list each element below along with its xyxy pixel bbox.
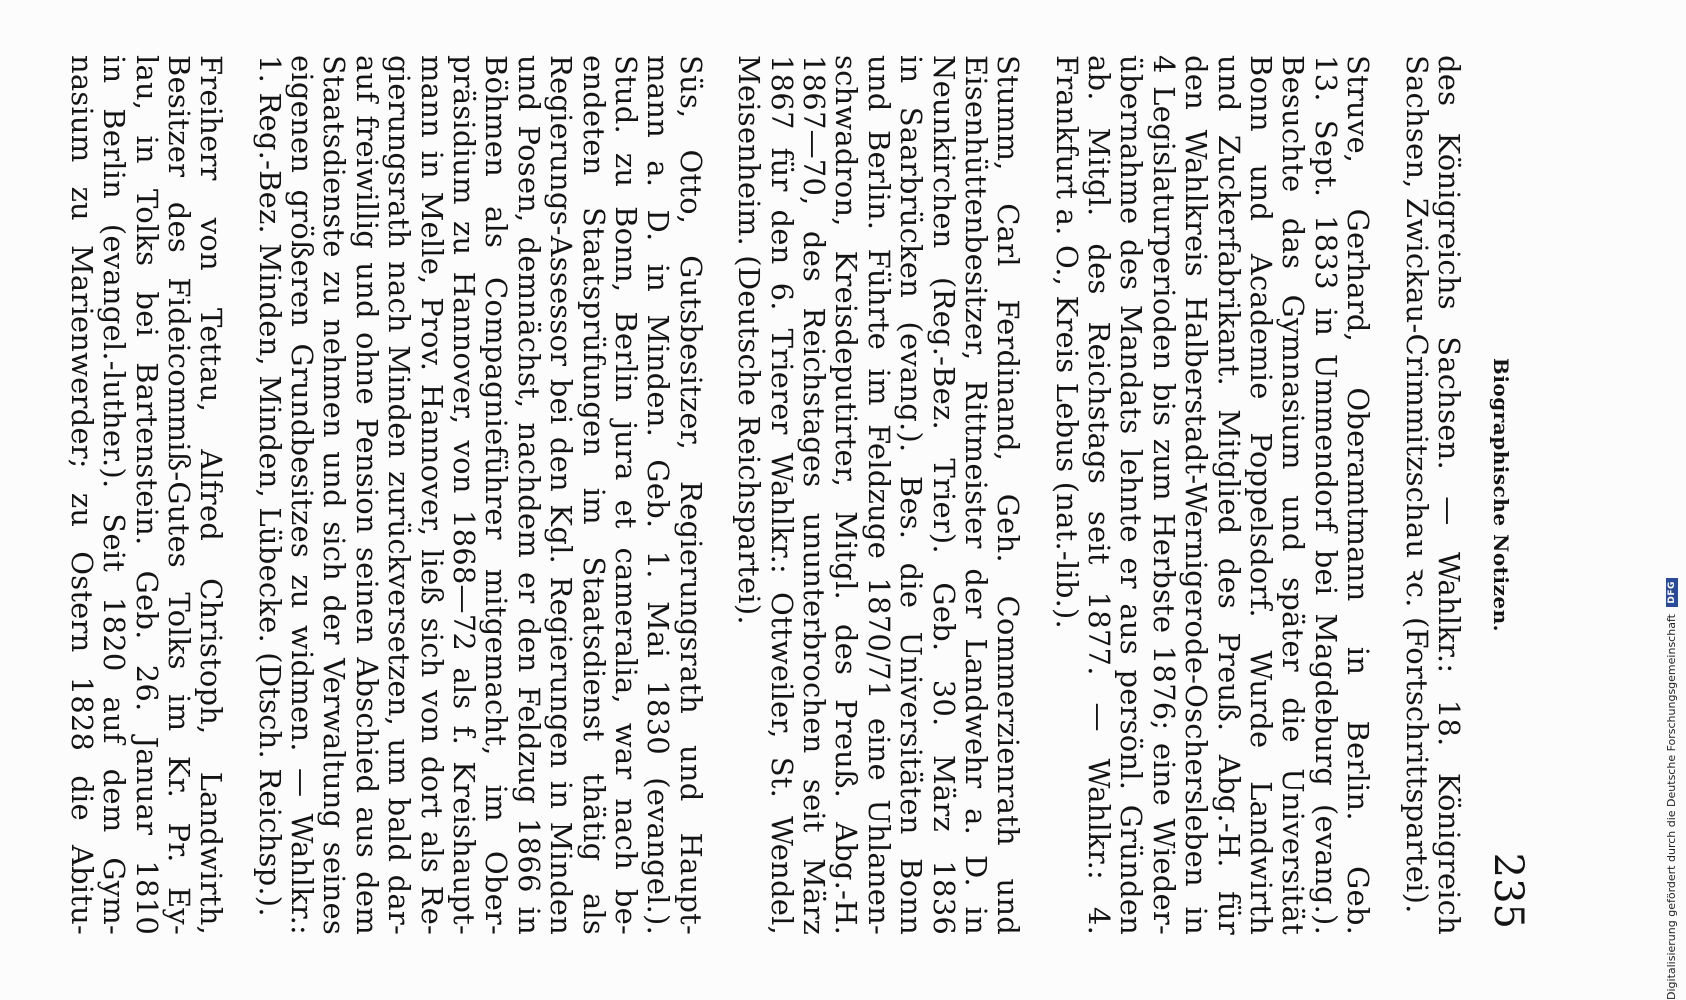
entry-sues — [253, 55, 706, 935]
text-line: Stumm, Carl Ferdinand, Geh. Commerzienrath und — [991, 55, 1026, 935]
text-line: Staatsdienste zu nehmen und sich der Verwaltung seines — [317, 55, 352, 935]
text-line: lau, in Tolks bei Bartenstein. Geb. 26. Januar 1810 — [129, 55, 164, 935]
text-line: Stud. zu Bonn, Berlin jura et cameralia, war nach be- — [609, 55, 644, 935]
text-line: auf freiwillig und ohne Pension seinen Abschied aus dem — [349, 55, 384, 935]
text-line: in Saarbrücken (evang.). Bes. die Universitäten Bonn — [894, 55, 929, 935]
text-line: Struve, Gerhard, Oberamtmann in Berlin. Geb. — [1341, 55, 1376, 935]
text-line: mann in Melle, Prov. Hannover, ließ sich von dort als Re- — [414, 55, 449, 935]
page-number: 235 — [1485, 852, 1531, 929]
running-title: Biographische Notizen. — [1489, 357, 1513, 633]
text-line: 1867 für den 6. Trierer Wahlkr.: Ottweiler, St. Wendel, — [764, 55, 799, 935]
entry-tettau — [65, 55, 227, 935]
entry-koenigreich-sachsen — [1400, 55, 1465, 935]
entry-stumm — [733, 55, 1025, 935]
text-line: 1867—70, des Reichstages ununterbrochen seit März — [796, 55, 831, 935]
text-line: 1. Reg.-Bez. Minden, Minden, Lübecke. (Dtsch. Reichsp.). — [252, 55, 287, 917]
dfg-logo: DFG — [1666, 578, 1678, 607]
text-line: Sachsen, Zwickau-Crimmitzschau ꝛc. (Fortschrittspartei). — [1399, 55, 1434, 914]
text-line: Meisenheim. (Deutsche Reichspartei). — [732, 55, 767, 625]
text-line: Böhmen als Compagnieführer mitgemacht, im Ober- — [479, 55, 514, 935]
text-line: und Berlin. Führte im Feldzuge 1870/71 eine Uhlanen- — [861, 55, 896, 935]
text-line: 4 Legislaturperioden bis zum Herbste 1876; eine Wieder- — [1146, 55, 1181, 935]
text-line: ab. Mitgl. des Reichstags seit 1877. — Wahlkr.: 4. — [1082, 55, 1117, 935]
text-line: des Königreichs Sachsen. — Wahlkr.: 18. Königreich — [1432, 55, 1466, 935]
text-line: Besuchte das Gymnasium und später die Universität — [1276, 55, 1311, 935]
text-line: Besitzer des Fideicommiß-Gutes Tolks im Kr. Pr. Ey- — [161, 55, 196, 935]
text-line: übernahme des Mandats lehnte er aus persönl. Gründen — [1114, 55, 1149, 935]
page-header — [1465, 55, 1535, 935]
text-line: Frankfurt a. O., Kreis Lebus (nat.-lib.). — [1049, 55, 1084, 629]
text-line: Neunkirchen (Reg.-Bez. Trier). Geb. 30. März 1836 — [926, 55, 961, 935]
text-line: mann a. D. in Minden. Geb. 1. Mai 1830 (evangel.). — [641, 55, 676, 935]
text-line: und Posen, demnächst, nachdem er den Feldzug 1866 in — [511, 55, 546, 935]
text-line: und Zuckerfabrikant. Mitglied des Preuß. Abg.-H. für — [1211, 55, 1246, 935]
digitization-credit — [1665, 10, 1678, 1000]
text-line: endeten Staatsprüfungen im Staatsdienst thätig als — [576, 55, 611, 935]
text-line: präsidium zu Hannover, von 1868—72 als f. Kreishaupt- — [447, 55, 482, 935]
text-line: schwadron, Kreisdeputirter, Mitgl. des Preuß. Abg.-H. — [829, 55, 864, 935]
text-line: 13. Sept. 1833 in Ummendorf bei Magdeburg (evang.). — [1308, 55, 1343, 935]
entry-struve — [1050, 55, 1374, 935]
text-line: eigenen größeren Grundbesitzes zu widmen. — Wahlkr.: — [285, 55, 320, 935]
text-line: Regierungs-Assessor bei den Kgl. Regierungen in Minden — [544, 55, 579, 935]
text-line: in Berlin (evangel.-luther.). Seit 1820 auf dem Gym- — [97, 55, 132, 935]
text-line: Bonn und Academie Poppelsdorf. Wurde Landwirth — [1244, 55, 1279, 935]
credit-text: Digitalisierung gefördert durch die Deutsche Forschungsgemeinschaft — [1665, 614, 1678, 1000]
rotated-text-block — [64, 55, 1535, 935]
text-line: gierungsrath nach Minden zurückversetzen, um bald dar- — [382, 55, 417, 935]
text-line: Eisenhüttenbesitzer, Rittmeister der Landwehr a. D. in — [958, 55, 993, 935]
text-line: den Wahlkreis Halberstadt-Wernigerode-Oschersleben in — [1179, 55, 1214, 935]
text-line: Freiherr von Tettau, Alfred Christoph, Landwirth, — [194, 55, 229, 935]
text-line: nasium zu Marienwerder; zu Ostern 1828 die Abitu- — [64, 55, 99, 935]
text-line: Süs, Otto, Gutsbesitzer, Regierungsrath und Haupt- — [673, 55, 708, 935]
